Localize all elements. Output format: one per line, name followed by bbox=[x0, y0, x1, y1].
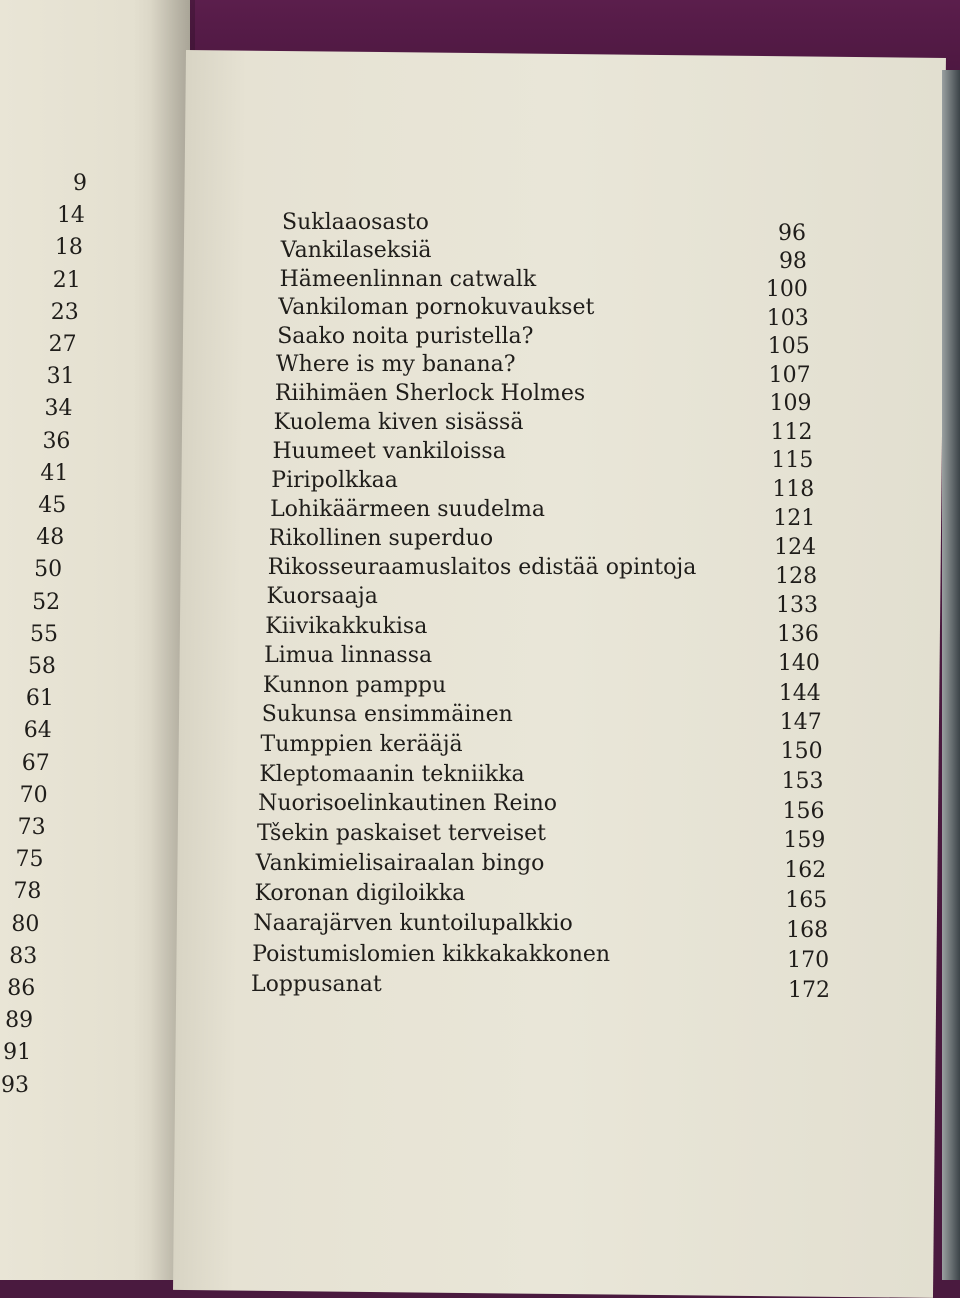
toc-entry-title: Kiivikakkukisa bbox=[265, 613, 428, 639]
left-page-number: 83 bbox=[9, 943, 38, 969]
toc-entry-page: 168 bbox=[786, 917, 829, 943]
toc-entry-page: 140 bbox=[777, 651, 820, 677]
toc-entry-page: 118 bbox=[772, 477, 815, 503]
toc-entry-page: 136 bbox=[776, 622, 819, 648]
toc-entry-page: 96 bbox=[778, 221, 806, 246]
toc-entry-page: 100 bbox=[765, 277, 808, 303]
left-page-number: 73 bbox=[17, 815, 46, 840]
left-page-number: 70 bbox=[19, 782, 48, 808]
toc-entry-page: 165 bbox=[785, 887, 828, 913]
toc-entry-page: 170 bbox=[787, 947, 830, 973]
toc-entry-title: Kuolema kiven sisässä bbox=[273, 409, 524, 435]
left-page-number: 93 bbox=[1, 1072, 29, 1098]
toc-entry-page: 103 bbox=[766, 305, 809, 331]
toc-entry-title: Sukunsa ensimmäinen bbox=[261, 702, 513, 728]
left-page-number: 48 bbox=[36, 525, 65, 551]
left-page-number: 58 bbox=[27, 654, 56, 679]
toc-entry-title: Kleptomaanin tekniikka bbox=[259, 761, 525, 787]
toc-entry-title: Loppusanat bbox=[251, 971, 382, 997]
toc-entry-page: 147 bbox=[779, 709, 822, 735]
toc-entry-title: Tšekin paskaiset terveiset bbox=[256, 821, 546, 847]
left-page-number: 18 bbox=[54, 235, 83, 261]
toc-entry-title: Rikollinen superduo bbox=[268, 525, 494, 551]
toc-entry-page: 115 bbox=[771, 448, 814, 474]
left-page-number: 80 bbox=[11, 911, 40, 937]
toc-entry-title: Vankiloman pornokuvaukset bbox=[278, 295, 595, 321]
left-page-number: 27 bbox=[48, 332, 77, 357]
toc-entry-page: 172 bbox=[788, 977, 830, 1003]
toc-entry-page: 112 bbox=[770, 419, 813, 445]
toc-entry-title: Where is my banana? bbox=[276, 352, 516, 378]
left-page-number: 41 bbox=[40, 460, 69, 486]
toc-entry-title: Vankilaseksiä bbox=[280, 238, 432, 264]
toc-entry-title: Poistumislomien kikkakakkonen bbox=[252, 941, 611, 967]
toc-entry-title: Saako noita puristella? bbox=[277, 323, 534, 349]
toc-entry-title: Koronan digiloikka bbox=[254, 881, 466, 907]
left-page-number: 21 bbox=[52, 267, 81, 293]
toc-entry-title: Lohikäärmeen suudelma bbox=[270, 496, 546, 522]
toc-entry-page: 156 bbox=[782, 798, 825, 824]
toc-entry-page: 121 bbox=[773, 505, 816, 531]
toc-entry-page: 128 bbox=[775, 563, 818, 589]
toc-entry-title: Huumeet vankiloissa bbox=[272, 438, 506, 464]
left-page-number: 75 bbox=[15, 847, 44, 873]
left-page-number: 61 bbox=[25, 686, 54, 712]
left-page-number: 89 bbox=[5, 1008, 34, 1034]
left-page-number: 31 bbox=[46, 364, 75, 390]
left-page-number: 86 bbox=[7, 976, 36, 1001]
toc-entry-page: 124 bbox=[774, 534, 817, 560]
left-page-number: 64 bbox=[23, 718, 52, 744]
left-page-number: 91 bbox=[3, 1040, 32, 1066]
toc-entry-title: Hämeenlinnan catwalk bbox=[279, 266, 537, 292]
toc-entry-title: Riihimäen Sherlock Holmes bbox=[274, 381, 586, 407]
left-page-number: 55 bbox=[30, 621, 58, 647]
toc-entry-page: 159 bbox=[783, 828, 826, 854]
toc-entry-title: Naarajärven kuntoilupalkkio bbox=[253, 911, 573, 937]
toc-entry-page: 133 bbox=[776, 592, 818, 618]
toc-entry-title: Piripolkkaa bbox=[271, 467, 398, 493]
toc-entry-page: 150 bbox=[780, 739, 823, 765]
toc-entry-page: 107 bbox=[768, 362, 811, 388]
left-page-number: 50 bbox=[34, 557, 63, 583]
toc-entry-page: 162 bbox=[784, 857, 827, 883]
left-page-number: 36 bbox=[42, 428, 71, 454]
toc-entry-page: 98 bbox=[778, 249, 807, 275]
toc-entry-title: Suklaaosasto bbox=[282, 210, 429, 235]
toc-entry-title: Nuorisoelinkautinen Reino bbox=[258, 791, 558, 817]
left-page-number: 67 bbox=[21, 750, 50, 776]
left-page-number: 45 bbox=[38, 493, 67, 518]
left-page-number: 14 bbox=[56, 203, 85, 229]
toc-entry-title: Rikosseuraamuslaitos edistää opintoja bbox=[267, 555, 697, 581]
toc-entry-title: Tumppien kerääjä bbox=[260, 731, 463, 757]
toc-entry-title: Vankimielisairaalan bingo bbox=[255, 851, 545, 877]
toc-entry-page: 144 bbox=[778, 680, 821, 706]
left-page-number: 9 bbox=[73, 171, 87, 196]
toc-entry-title: Limua linnassa bbox=[264, 643, 433, 669]
book-cover-edge bbox=[942, 70, 960, 1280]
toc-entry-page: 153 bbox=[781, 768, 824, 794]
left-page-number: 23 bbox=[50, 299, 79, 325]
left-page-number: 34 bbox=[44, 396, 73, 422]
toc-entry-page: 109 bbox=[769, 391, 812, 417]
toc-entry-title: Kuorsaaja bbox=[266, 584, 378, 610]
toc-entry-page: 105 bbox=[767, 334, 810, 360]
left-page-number: 52 bbox=[32, 589, 61, 615]
toc-entry-title: Kunnon pamppu bbox=[262, 672, 447, 698]
left-page-number: 78 bbox=[13, 879, 42, 905]
